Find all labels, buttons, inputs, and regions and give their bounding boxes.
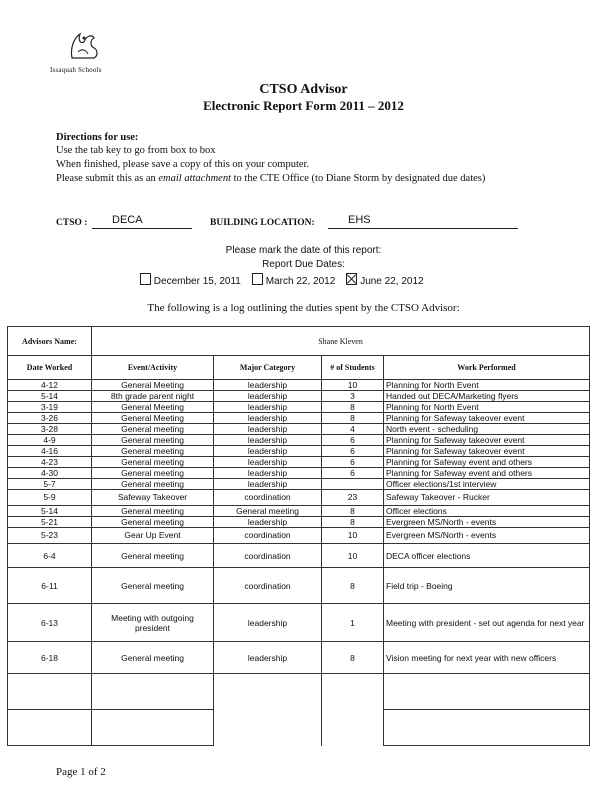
work-cell[interactable]: Planning for North Event <box>384 380 590 391</box>
students-cell[interactable]: 8 <box>322 506 384 517</box>
category-cell[interactable]: coordination <box>214 568 322 604</box>
category-cell[interactable]: General meeting <box>214 506 322 517</box>
students-cell[interactable]: 3 <box>322 391 384 402</box>
date-cell[interactable]: 4-9 <box>8 435 92 446</box>
col-work-performed: Work Performed <box>384 356 590 380</box>
table-cell[interactable] <box>384 710 590 746</box>
table-row <box>8 528 590 544</box>
category-cell[interactable]: leadership <box>214 413 322 424</box>
work-cell[interactable]: Planning for Safeway takeover event <box>384 435 590 446</box>
advisor-name-field[interactable]: Shane Kleven <box>92 327 590 356</box>
district-logo <box>50 28 120 80</box>
col-students: # of Students <box>322 356 384 380</box>
date-instruction: Please mark the date of this report: <box>225 245 382 256</box>
students-cell[interactable]: 8 <box>322 413 384 424</box>
table-cell[interactable] <box>322 710 384 746</box>
event-cell[interactable]: General Meeting <box>92 380 214 391</box>
due-date-2-checkbox[interactable] <box>252 273 263 285</box>
event-cell[interactable]: General meeting <box>92 544 214 568</box>
directions-line-3-end: to the CTE Office (to Diane Storm by designated due dates) <box>230 173 486 184</box>
ctso-underline <box>92 228 192 229</box>
students-cell[interactable] <box>322 479 384 490</box>
due-date-1-checkbox[interactable] <box>140 273 151 285</box>
work-cell[interactable]: Vision meeting for next year with new officers <box>384 642 590 674</box>
event-cell[interactable]: General meeting <box>92 424 214 435</box>
category-cell[interactable]: leadership <box>214 604 322 642</box>
event-cell[interactable]: General meeting <box>92 435 214 446</box>
event-cell[interactable]: 8th grade parent night <box>92 391 214 402</box>
students-cell[interactable]: 4 <box>322 424 384 435</box>
table-row <box>8 380 590 391</box>
work-cell[interactable]: Officer elections <box>384 506 590 517</box>
event-cell[interactable]: General Meeting <box>92 402 214 413</box>
page-title: CTSO Advisor <box>259 82 348 97</box>
work-cell[interactable]: Meeting with president - set out agenda for next year <box>384 604 590 642</box>
category-cell[interactable]: leadership <box>214 380 322 391</box>
table-row <box>8 402 590 413</box>
table-row <box>8 435 590 446</box>
date-cell[interactable]: 6-11 <box>8 568 92 604</box>
col-date-worked: Date Worked <box>8 356 92 380</box>
date-cell[interactable]: 3-28 <box>8 424 92 435</box>
date-cell[interactable]: 5-9 <box>8 490 92 506</box>
date-cell[interactable]: 4-23 <box>8 457 92 468</box>
category-cell[interactable]: leadership <box>214 457 322 468</box>
table-cell[interactable] <box>92 674 214 710</box>
due-date-1-label: December 15, 2011 <box>153 276 241 287</box>
table-row <box>8 517 590 528</box>
table-cell[interactable] <box>214 710 322 746</box>
directions-line-3-start: Please submit this as an <box>56 173 159 184</box>
students-cell[interactable]: 8 <box>322 568 384 604</box>
date-cell[interactable]: 5-7 <box>8 479 92 490</box>
table-row <box>8 490 590 506</box>
table-row <box>8 457 590 468</box>
table-row <box>8 424 590 435</box>
work-cell[interactable]: Evergreen MS/North - events <box>384 517 590 528</box>
due-date-2-label: March 22, 2012 <box>265 276 336 287</box>
category-cell[interactable]: coordination <box>214 490 322 506</box>
directions-line-1: Use the tab key to go from box to box <box>56 145 216 156</box>
advisors-name-label: Advisors Name: <box>8 327 92 356</box>
date-cell[interactable]: 4-12 <box>8 380 92 391</box>
category-cell[interactable]: coordination <box>214 544 322 568</box>
event-cell[interactable]: General meeting <box>92 446 214 457</box>
work-cell[interactable]: Safeway Takeover - Rucker <box>384 490 590 506</box>
work-cell[interactable]: Evergreen MS/North - events <box>384 528 590 544</box>
work-cell[interactable]: DECA officer elections <box>384 544 590 568</box>
table-row <box>8 391 590 402</box>
category-cell[interactable]: leadership <box>214 642 322 674</box>
students-cell[interactable]: 8 <box>322 517 384 528</box>
students-cell[interactable]: 6 <box>322 468 384 479</box>
table-row <box>8 413 590 424</box>
students-cell[interactable]: 6 <box>322 457 384 468</box>
date-cell[interactable]: 4-16 <box>8 446 92 457</box>
date-cell[interactable]: 6-13 <box>8 604 92 642</box>
due-date-3-label: June 22, 2012 <box>360 276 424 287</box>
table-row <box>8 446 590 457</box>
table-cell[interactable] <box>322 674 384 710</box>
table-cell[interactable] <box>92 710 214 746</box>
students-cell[interactable]: 6 <box>322 435 384 446</box>
due-dates-row <box>140 273 424 287</box>
students-cell[interactable]: 10 <box>322 380 384 391</box>
directions-line-2: When finished, please save a copy of this on your computer. <box>56 159 310 170</box>
logo-text: Issaquah Schools <box>50 66 102 74</box>
event-cell[interactable]: General meeting <box>92 457 214 468</box>
due-date-3-checkbox[interactable] <box>346 273 357 285</box>
category-cell[interactable]: leadership <box>214 468 322 479</box>
page-subtitle: Electronic Report Form 2011 – 2012 <box>203 98 404 113</box>
directions-heading: Directions for use: <box>56 132 139 143</box>
advisor-log-table <box>7 326 590 746</box>
category-cell[interactable]: coordination <box>214 528 322 544</box>
table-row <box>8 506 590 517</box>
students-cell[interactable]: 10 <box>322 528 384 544</box>
work-cell[interactable]: North event - scheduling <box>384 424 590 435</box>
table-cell[interactable] <box>384 674 590 710</box>
table-header-row <box>8 356 590 380</box>
table-row <box>8 674 590 710</box>
table-row <box>8 710 590 746</box>
table-row <box>8 604 590 642</box>
directions-line-3 <box>56 172 546 185</box>
event-cell[interactable]: General meeting <box>92 468 214 479</box>
table-row <box>8 544 590 568</box>
event-cell[interactable]: Safeway Takeover <box>92 490 214 506</box>
table-row <box>8 642 590 674</box>
date-cell[interactable]: 3-19 <box>8 402 92 413</box>
email-attachment-text: email attachment <box>158 173 231 184</box>
table-cell[interactable] <box>214 674 322 710</box>
work-cell[interactable]: Field trip - Boeing <box>384 568 590 604</box>
work-cell[interactable]: Planning for Safeway takeover event <box>384 446 590 457</box>
table-cell[interactable] <box>8 674 92 710</box>
students-cell[interactable]: 1 <box>322 604 384 642</box>
event-cell[interactable]: General meeting <box>92 479 214 490</box>
building-underline <box>328 228 518 229</box>
date-cell[interactable]: 6-4 <box>8 544 92 568</box>
category-cell[interactable]: leadership <box>214 424 322 435</box>
date-cell[interactable]: 4-30 <box>8 468 92 479</box>
category-cell[interactable]: leadership <box>214 402 322 413</box>
work-cell[interactable]: Planning for Safeway takeover event <box>384 413 590 424</box>
table-row <box>8 479 590 490</box>
work-cell[interactable]: Officer elections/1st interview <box>384 479 590 490</box>
event-cell[interactable]: General meeting <box>92 568 214 604</box>
col-major-category: Major Category <box>214 356 322 380</box>
date-cell[interactable]: 5-14 <box>8 506 92 517</box>
col-event-activity: Event/Activity <box>92 356 214 380</box>
work-cell[interactable]: Planning for Safeway event and others <box>384 457 590 468</box>
work-cell[interactable]: Handed out DECA/Marketing flyers <box>384 391 590 402</box>
event-cell[interactable]: General meeting <box>92 642 214 674</box>
date-cell[interactable]: 5-14 <box>8 391 92 402</box>
log-intro: The following is a log outlining the duties spent by the CTSO Advisor: <box>147 302 460 314</box>
students-cell[interactable]: 8 <box>322 402 384 413</box>
due-dates-heading: Report Due Dates: <box>262 259 345 270</box>
category-cell[interactable]: leadership <box>214 446 322 457</box>
building-location-label: BUILDING LOCATION: <box>210 218 315 228</box>
table-row <box>8 568 590 604</box>
date-cell[interactable]: 3-26 <box>8 413 92 424</box>
students-cell[interactable]: 6 <box>322 446 384 457</box>
ctso-field[interactable]: DECA <box>112 214 143 226</box>
students-cell[interactable]: 8 <box>322 642 384 674</box>
page-number: Page 1 of 2 <box>56 766 106 778</box>
students-cell[interactable]: 10 <box>322 544 384 568</box>
category-cell[interactable]: leadership <box>214 391 322 402</box>
building-location-field[interactable]: EHS <box>348 214 371 226</box>
work-cell[interactable]: Planning for North Event <box>384 402 590 413</box>
date-cell[interactable]: 5-21 <box>8 517 92 528</box>
advisor-name-row <box>8 327 590 356</box>
district-logo-icon <box>64 28 104 64</box>
table-row <box>8 468 590 479</box>
students-cell[interactable]: 23 <box>322 490 384 506</box>
ctso-label: CTSO : <box>56 218 88 228</box>
event-cell[interactable]: General Meeting <box>92 413 214 424</box>
event-cell[interactable]: Gear Up Event <box>92 528 214 544</box>
table-cell[interactable] <box>8 710 92 746</box>
event-cell[interactable]: Meeting with outgoing president <box>92 604 214 642</box>
category-cell[interactable]: leadership <box>214 517 322 528</box>
event-cell[interactable]: General meeting <box>92 517 214 528</box>
date-cell[interactable]: 6-18 <box>8 642 92 674</box>
category-cell[interactable]: leadership <box>214 479 322 490</box>
event-cell[interactable]: General meeting <box>92 506 214 517</box>
category-cell[interactable]: leadership <box>214 435 322 446</box>
work-cell[interactable]: Planning for Safeway event and others <box>384 468 590 479</box>
date-cell[interactable]: 5-23 <box>8 528 92 544</box>
